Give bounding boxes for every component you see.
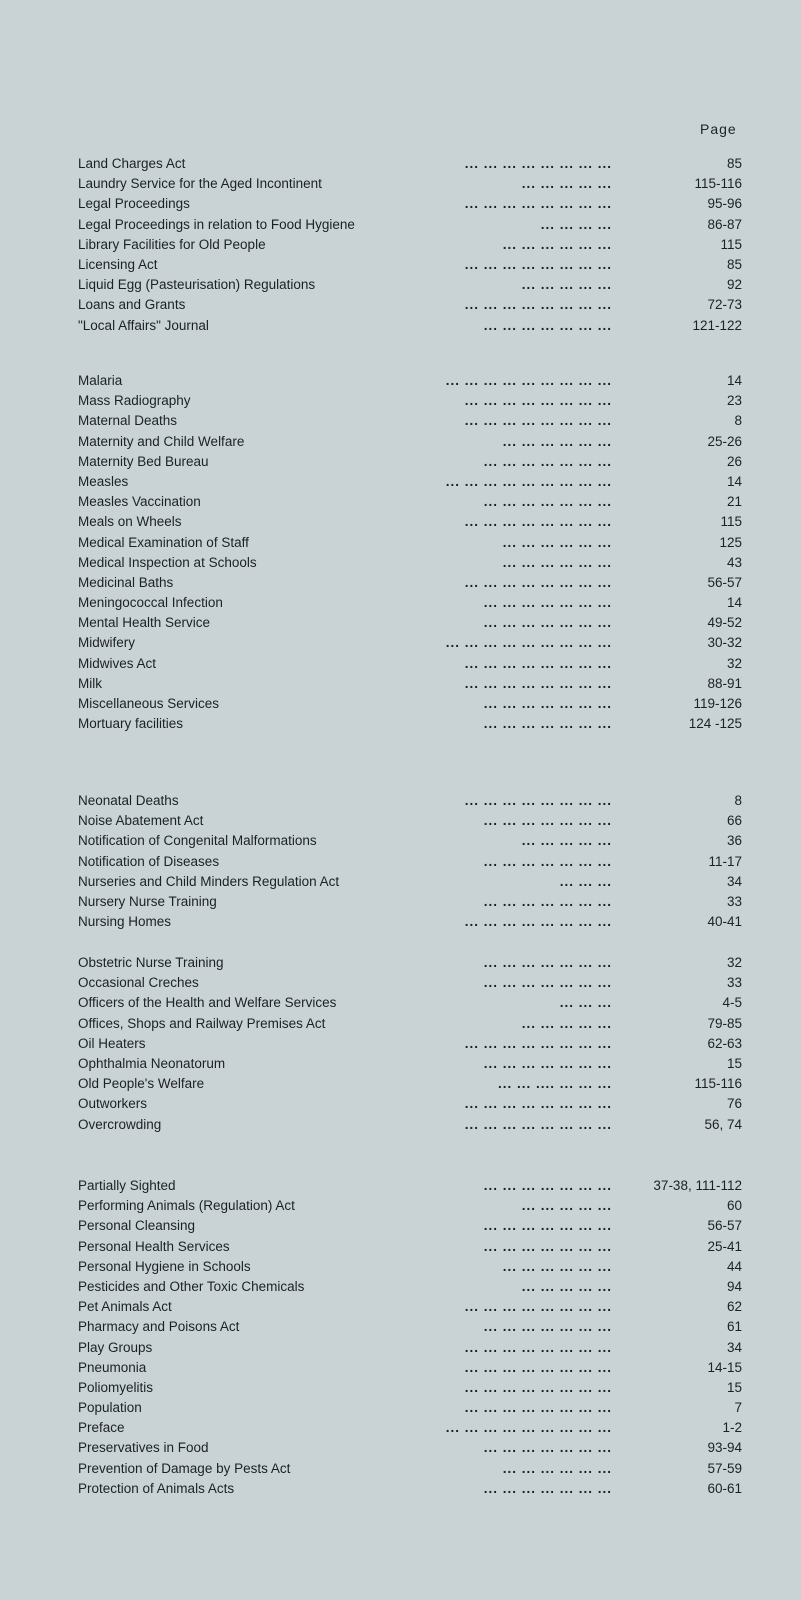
leader-dots: ... ... ... ... ... ... ...: [483, 813, 612, 829]
entry-title: Pet Animals Act: [78, 1299, 172, 1315]
index-entry: [78, 391, 742, 411]
entry-title: Maternity Bed Bureau: [78, 453, 209, 469]
leader-dots: ... ... ... ... ... ... ... ... ...: [445, 473, 612, 489]
leader-dots: ... ... ...: [559, 873, 612, 889]
entry-page-reference: 93-94: [707, 1440, 742, 1456]
leader-dots: ... ... ... ... ... ...: [502, 554, 612, 570]
index-entry: [78, 831, 742, 851]
index-entry: [78, 1297, 742, 1317]
leader-dots: ... ... ... ... ... ... ... ...: [464, 156, 612, 171]
index-entry: [78, 512, 742, 532]
entry-page-reference: 34: [726, 1339, 742, 1355]
leader-dots: ... ... ... ... ... ...: [502, 433, 612, 449]
index-entry: [78, 892, 742, 912]
index-entry: [78, 1378, 742, 1398]
leader-dots: ... ... ... ... ...: [521, 176, 612, 192]
entry-title: Malaria: [78, 373, 123, 388]
leader-dots: ... ... ... ... ...: [521, 1015, 612, 1031]
entry-title: Pharmacy and Poisons Act: [78, 1319, 240, 1335]
index-entry: [78, 811, 742, 831]
index-entry: [78, 1034, 742, 1054]
entry-title: Mass Radiography: [78, 393, 191, 409]
entry-page-reference: 26: [726, 453, 742, 469]
entry-page-reference: 115: [720, 514, 742, 530]
index-entry: [78, 1317, 742, 1337]
entry-title: Maternity and Child Welfare: [78, 433, 245, 449]
index-entry: [78, 432, 742, 452]
entry-title: Personal Health Services: [78, 1238, 230, 1254]
entry-title: Midwifery: [78, 635, 136, 651]
index-entry: [78, 1257, 742, 1277]
entry-title: Play Groups: [78, 1339, 153, 1355]
leader-dots: ... ... ... ... ... ...: [502, 236, 612, 252]
entry-page-reference: 14: [726, 473, 742, 489]
entry-title: Milk: [78, 675, 102, 691]
entry-page-reference: 95-96: [707, 196, 742, 212]
entry-title: Legal Proceedings: [78, 196, 190, 212]
index-entry: [78, 553, 742, 573]
entry-title: Poliomyelitis: [78, 1379, 154, 1395]
entry-page-reference: 23: [726, 393, 742, 409]
index-entry: [78, 235, 742, 255]
entry-page-reference: 14: [726, 373, 742, 388]
entry-page-reference: 88-91: [707, 675, 742, 691]
index-entry: [78, 852, 742, 872]
index-group-o: [78, 953, 742, 1135]
index-entry: [78, 154, 742, 174]
entry-page-reference: 66: [726, 813, 742, 829]
leader-dots: ... ... ... ... ...: [521, 833, 612, 849]
entry-page-reference: 15: [726, 1055, 742, 1071]
index-entry: [78, 452, 742, 472]
entry-title: Performing Animals (Regulation) Act: [78, 1198, 295, 1214]
index-entry: [78, 275, 742, 295]
entry-page-reference: 33: [726, 975, 742, 991]
index-entry: [78, 593, 742, 613]
entry-title: Loans and Grants: [78, 297, 186, 313]
entry-page-reference: 72-73: [707, 297, 742, 313]
index-entry: [78, 1176, 742, 1196]
leader-dots: ... ... ... ...: [540, 216, 612, 232]
entry-title: Measles Vaccination: [78, 494, 201, 510]
entry-page-reference: 125: [719, 534, 742, 550]
index-entry: [78, 1459, 742, 1479]
index-entry: [78, 1094, 742, 1114]
leader-dots: ... ... ... ... ... ... ... ...: [464, 574, 612, 590]
entry-page-reference: 8: [734, 413, 742, 429]
entry-title: Mortuary facilities: [78, 716, 184, 732]
leader-dots: ... ... ... ... ... ... ...: [483, 317, 612, 333]
entry-title: Nursing Homes: [78, 914, 172, 930]
index-entry: [78, 492, 742, 512]
leader-dots: ... ... ... ... ... ... ...: [483, 696, 612, 711]
entry-title: Overcrowding: [78, 1116, 162, 1132]
leader-dots: ... ... ... ... ... ... ... ...: [464, 1035, 612, 1051]
entry-title: Oil Heaters: [78, 1035, 146, 1051]
entry-title: Officers of the Health and Welfare Services: [78, 995, 337, 1011]
entry-page-reference: 49-52: [707, 615, 742, 631]
entry-page-reference: 11-17: [708, 853, 742, 869]
leader-dots: ... ... ... ... ... ... ...: [483, 595, 612, 611]
entry-title: Meals on Wheels: [78, 514, 182, 530]
index-entry: [78, 993, 742, 1013]
leader-dots: ... ... ... ... ... ... ... ...: [464, 914, 612, 930]
index-entry: [78, 1418, 742, 1438]
index-entry: [78, 694, 742, 714]
index-entry: [78, 654, 742, 674]
leader-dots: ... ... .... ... ... ...: [497, 1076, 612, 1092]
leader-dots: ... ... ... ... ... ... ...: [483, 1178, 612, 1193]
entry-title: Preservatives in Food: [78, 1440, 209, 1456]
entry-title: Offices, Shops and Railway Premises Act: [78, 1015, 326, 1031]
leader-dots: ... ... ... ... ... ... ... ...: [464, 413, 612, 429]
entry-page-reference: 32: [726, 655, 742, 671]
leader-dots: ... ... ... ... ... ... ... ...: [464, 514, 612, 530]
entry-title: Preface: [78, 1420, 125, 1436]
entry-page-reference: 62-63: [707, 1035, 742, 1051]
index-group-p: [78, 1176, 742, 1499]
entry-page-reference: 37-38, 111-112: [653, 1178, 742, 1193]
entry-title: Measles: [78, 473, 129, 489]
entry-title: Medicinal Baths: [78, 574, 174, 590]
entry-page-reference: 115-116: [694, 176, 742, 192]
leader-dots: ... ... ... ... ... ... ...: [483, 1319, 612, 1335]
leader-dots: ... ... ... ... ... ... ... ...: [464, 1299, 612, 1315]
leader-dots: ... ... ... ... ... ... ... ...: [464, 1379, 612, 1395]
leader-dots: ... ... ... ... ... ... ... ...: [464, 1096, 612, 1112]
entry-page-reference: 115-116: [694, 1076, 742, 1092]
entry-page-reference: 124 -125: [688, 716, 742, 732]
entry-title: Neonatal Deaths: [78, 793, 179, 808]
leader-dots: ... ... ... ... ... ... ... ...: [464, 675, 612, 691]
leader-dots: ... ... ... ... ...: [521, 1278, 612, 1294]
leader-dots: ... ... ... ... ... ... ... ...: [464, 793, 612, 808]
entry-title: Pesticides and Other Toxic Chemicals: [78, 1278, 305, 1294]
index-entry: [78, 1196, 742, 1216]
index-entry: [78, 1277, 742, 1297]
entry-page-reference: 21: [726, 494, 742, 510]
index-entry: [78, 613, 742, 633]
entry-page-reference: 94: [726, 1278, 742, 1294]
entry-title: Medical Examination of Staff: [78, 534, 249, 550]
index-entry: [78, 1216, 742, 1236]
entry-page-reference: 8: [734, 793, 742, 808]
entry-page-reference: 25-41: [707, 1238, 742, 1254]
index-entry: [78, 215, 742, 235]
entry-title: Personal Cleansing: [78, 1218, 196, 1234]
index-entry: [78, 1438, 742, 1458]
leader-dots: ... ... ... ... ... ... ...: [483, 494, 612, 510]
leader-dots: ... ... ... ... ... ... ...: [483, 1218, 612, 1234]
index-entry: [78, 953, 742, 973]
entry-title: Partially Sighted: [78, 1178, 176, 1193]
entry-title: Occasional Creches: [78, 975, 199, 991]
page-column-heading: Page: [700, 121, 737, 137]
entry-page-reference: 40-41: [707, 914, 742, 930]
entry-title: Mental Health Service: [78, 615, 211, 631]
index-entry: [78, 912, 742, 932]
entry-title: Prevention of Damage by Pests Act: [78, 1460, 291, 1476]
entry-page-reference: 43: [726, 554, 742, 570]
leader-dots: ... ... ... ... ... ... ... ...: [464, 393, 612, 409]
index-entry: [78, 1398, 742, 1418]
entry-page-reference: 14-15: [707, 1359, 742, 1375]
entry-title: Nursery Nurse Training: [78, 893, 217, 909]
entry-page-reference: 7: [734, 1400, 742, 1416]
index-entry: [78, 1054, 742, 1074]
entry-title: Library Facilities for Old People: [78, 236, 266, 252]
index-entry: [78, 791, 742, 811]
leader-dots: ... ... ... ... ... ... ... ... ...: [445, 1420, 612, 1436]
leader-dots: ... ... ...: [559, 995, 612, 1011]
index-entry: [78, 1479, 742, 1499]
index-entry: [78, 194, 742, 214]
entry-page-reference: 60-61: [707, 1480, 742, 1496]
index-entry: [78, 714, 742, 734]
index-entry: [78, 255, 742, 275]
leader-dots: ... ... ... ... ... ...: [502, 1460, 612, 1476]
entry-title: Nurseries and Child Minders Regulation Act: [78, 873, 340, 889]
leader-dots: ... ... ... ... ... ... ...: [483, 893, 612, 909]
entry-page-reference: 92: [726, 277, 742, 293]
index-entry: [78, 674, 742, 694]
entry-page-reference: 30-32: [707, 635, 742, 651]
leader-dots: ... ... ... ... ... ... ... ...: [464, 1339, 612, 1355]
entry-title: Licensing Act: [78, 256, 158, 272]
entry-page-reference: 79-85: [707, 1015, 742, 1031]
index-entry: [78, 973, 742, 993]
entry-page-reference: 57-59: [707, 1460, 742, 1476]
entry-page-reference: 61: [726, 1319, 742, 1335]
entry-title: Meningococcal Infection: [78, 595, 223, 611]
entry-page-reference: 76: [726, 1096, 742, 1112]
entry-title: Legal Proceedings in relation to Food Hygiene: [78, 216, 355, 232]
entry-page-reference: 15: [726, 1379, 742, 1395]
entry-page-reference: 85: [726, 256, 742, 272]
index-entry: [78, 1338, 742, 1358]
entry-title: Personal Hygiene in Schools: [78, 1258, 251, 1274]
index-entry: [78, 174, 742, 194]
entry-page-reference: 1-2: [722, 1420, 742, 1436]
leader-dots: ... ... ... ... ...: [521, 1198, 612, 1214]
entry-page-reference: 14: [726, 595, 742, 611]
entry-page-reference: 62: [726, 1299, 742, 1315]
index-entry: [78, 1014, 742, 1034]
entry-title: "Local Affairs" Journal: [78, 317, 209, 333]
index-entry: [78, 472, 742, 492]
entry-page-reference: 119-126: [693, 696, 742, 711]
entry-page-reference: 115: [720, 236, 742, 252]
leader-dots: ... ... ... ... ... ... ... ... ...: [445, 373, 612, 388]
leader-dots: ... ... ... ... ... ...: [502, 1258, 612, 1274]
entry-page-reference: 32: [726, 955, 742, 970]
entry-title: Laundry Service for the Aged Incontinent: [78, 176, 322, 192]
entry-page-reference: 56, 74: [704, 1116, 742, 1132]
entry-title: Obstetric Nurse Training: [78, 955, 224, 970]
leader-dots: ... ... ... ... ... ... ... ...: [464, 297, 612, 313]
entry-title: Old People's Welfare: [78, 1076, 205, 1092]
index-entry: [78, 1074, 742, 1094]
entry-page-reference: 85: [726, 156, 742, 171]
index-entry: [78, 411, 742, 431]
entry-title: Medical Inspection at Schools: [78, 554, 257, 570]
leader-dots: ... ... ... ... ... ... ...: [483, 453, 612, 469]
entry-page-reference: 36: [726, 833, 742, 849]
entry-page-reference: 60: [726, 1198, 742, 1214]
entry-title: Ophthalmia Neonatorum: [78, 1055, 226, 1071]
index-entry: [78, 1115, 742, 1135]
leader-dots: ... ... ... ... ... ... ... ...: [464, 256, 612, 272]
index-group-l: [78, 154, 742, 336]
entry-page-reference: 56-57: [707, 574, 742, 590]
entry-title: Land Charges Act: [78, 156, 186, 171]
index-entry: [78, 573, 742, 593]
leader-dots: ... ... ... ... ... ... ... ... ...: [445, 635, 612, 651]
entry-page-reference: 56-57: [707, 1218, 742, 1234]
index-entry: [78, 316, 742, 336]
entry-page-reference: 86-87: [707, 216, 742, 232]
entry-title: Liquid Egg (Pasteurisation) Regulations: [78, 277, 316, 293]
entry-title: Protection of Animals Acts: [78, 1480, 235, 1496]
index-entry: [78, 1237, 742, 1257]
index-entry: [78, 295, 742, 315]
leader-dots: ... ... ... ... ... ... ...: [483, 853, 612, 869]
entry-title: Population: [78, 1400, 142, 1416]
entry-page-reference: 33: [726, 893, 742, 909]
leader-dots: ... ... ... ... ...: [521, 277, 612, 293]
entry-title: Noise Abatement Act: [78, 813, 204, 829]
entry-title: Notification of Congenital Malformations: [78, 833, 317, 849]
leader-dots: ... ... ... ... ... ... ...: [483, 1238, 612, 1254]
leader-dots: ... ... ... ... ... ... ... ...: [464, 655, 612, 671]
leader-dots: ... ... ... ... ... ... ...: [483, 955, 612, 970]
leader-dots: ... ... ... ... ... ... ...: [483, 1055, 612, 1071]
leader-dots: ... ... ... ... ... ... ...: [483, 716, 612, 732]
leader-dots: ... ... ... ... ... ... ... ...: [464, 1116, 612, 1132]
entry-title: Pneumonia: [78, 1359, 147, 1375]
leader-dots: ... ... ... ... ... ...: [502, 534, 612, 550]
index-entry: [78, 1358, 742, 1378]
index-group-n: [78, 791, 742, 932]
entry-title: Midwives Act: [78, 655, 157, 671]
entry-title: Notification of Diseases: [78, 853, 220, 869]
leader-dots: ... ... ... ... ... ... ...: [483, 615, 612, 631]
index-group-m: [78, 371, 742, 734]
index-entry: [78, 371, 742, 391]
entry-title: Miscellaneous Services: [78, 696, 220, 711]
entry-page-reference: 44: [726, 1258, 742, 1274]
leader-dots: ... ... ... ... ... ... ... ...: [464, 196, 612, 212]
entry-page-reference: 25-26: [707, 433, 742, 449]
index-entry: [78, 872, 742, 892]
entry-page-reference: 34: [726, 873, 742, 889]
entry-page-reference: 121-122: [692, 317, 742, 333]
leader-dots: ... ... ... ... ... ... ...: [483, 1440, 612, 1456]
index-entry: [78, 633, 742, 653]
entry-title: Outworkers: [78, 1096, 148, 1112]
entry-title: Maternal Deaths: [78, 413, 178, 429]
index-entry: [78, 533, 742, 553]
leader-dots: ... ... ... ... ... ... ...: [483, 975, 612, 991]
leader-dots: ... ... ... ... ... ... ... ...: [464, 1400, 612, 1416]
leader-dots: ... ... ... ... ... ... ...: [483, 1480, 612, 1496]
entry-page-reference: 4-5: [722, 995, 742, 1011]
leader-dots: ... ... ... ... ... ... ... ...: [464, 1359, 612, 1375]
